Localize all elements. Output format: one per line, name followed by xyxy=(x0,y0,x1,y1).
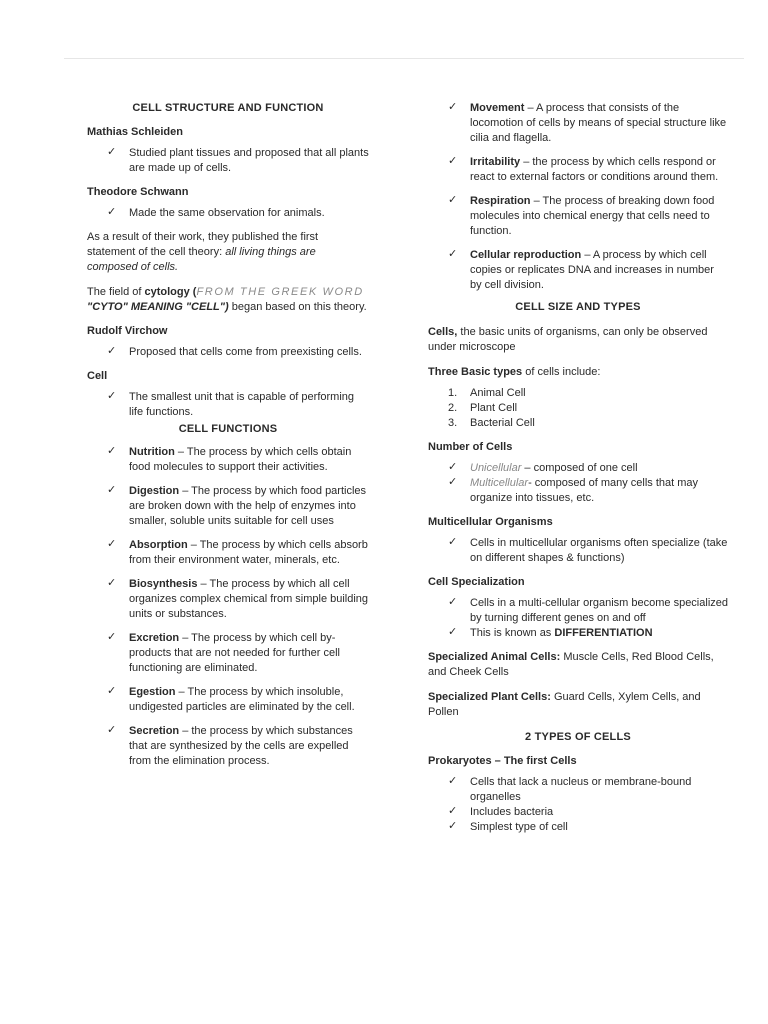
function-item: ✓ Irritability – the process by which cells respond or react to external factors or conditions around them. xyxy=(448,155,719,183)
checkmark-icon: ✓ xyxy=(448,820,458,832)
checkmark-icon: ✓ xyxy=(107,685,117,697)
specialized-plant-cells: Specialized Plant Cells: Guard Cells, Xylem Cells, and Pollen xyxy=(428,691,701,718)
checkmark-icon: ✓ xyxy=(107,631,117,643)
multicellular-organisms-list xyxy=(428,536,728,566)
number-of-cells-heading: Number of Cells xyxy=(428,441,513,453)
cell-functions-continued xyxy=(428,101,728,293)
left-column xyxy=(87,101,369,778)
checkmark-icon: ✓ xyxy=(448,536,458,548)
checkmark-icon: ✓ xyxy=(448,194,458,206)
checkmark-icon: ✓ xyxy=(448,101,458,113)
cell-specialization-heading: Cell Specialization xyxy=(428,576,525,588)
function-item: ✓ Digestion – The process by which food particles are broken down with the help of enzymes into smaller, soluble units suitable for cell uses xyxy=(107,484,367,527)
schwann-heading: Theodore Schwann xyxy=(87,186,189,198)
function-item: ✓ Respiration – The process of breaking down food molecules into chemical energy that cells need to function. xyxy=(448,194,715,237)
checkmark-icon: ✓ xyxy=(448,596,458,608)
checkmark-icon: ✓ xyxy=(107,390,117,402)
virchow-heading: Rudolf Virchow xyxy=(87,325,168,337)
doc-title: CELL STRUCTURE AND FUNCTION xyxy=(132,102,324,114)
two-types-title: 2 TYPES OF CELLS xyxy=(525,731,631,743)
cell-heading: Cell xyxy=(87,370,108,382)
checkmark-icon: ✓ xyxy=(448,248,458,260)
function-item: ✓ Movement – A process that consists of the locomotion of cells by means of special structure like cilia and flagella. xyxy=(448,101,727,144)
function-item: ✓ Cellular reproduction – A process by which cell copies or replicates DNA and increases in number by cell division. xyxy=(448,248,714,291)
number-of-cells-list xyxy=(428,461,728,506)
schwann-list xyxy=(87,206,369,221)
checkmark-icon: ✓ xyxy=(107,206,117,218)
function-item: ✓ Absorption – The process by which cells absorb from their environment water, minerals, etc. xyxy=(107,538,368,566)
multicellular-organisms-heading: Multicellular Organisms xyxy=(428,516,553,528)
checkmark-icon: ✓ xyxy=(448,461,458,473)
specialized-animal-cells: Specialized Animal Cells: Muscle Cells, Red Blood Cells, and Cheek Cells xyxy=(428,651,714,678)
list-item: ✓ Cells in a multi-cellular organism become specialized by turning different genes on and off xyxy=(448,596,728,624)
checkmark-icon: ✓ xyxy=(448,805,458,817)
checkmark-icon: ✓ xyxy=(107,484,117,496)
prokaryotes-list xyxy=(428,775,728,835)
list-item: 2. Plant Cell xyxy=(448,402,518,414)
list-item: ✓ Made the same observation for animals. xyxy=(107,206,325,219)
list-item: ✓ Cells that lack a nucleus or membrane-bound organelles xyxy=(448,775,692,803)
cell-functions-title: CELL FUNCTIONS xyxy=(178,423,278,435)
basic-types-paragraph: Three Basic types of cells include: xyxy=(428,366,601,378)
checkmark-icon: ✓ xyxy=(448,626,458,638)
list-item: ✓ Includes bacteria xyxy=(448,805,554,818)
cells-paragraph: Cells, the basic units of organisms, can only be observed under microscope xyxy=(428,326,708,353)
list-item: 1. Animal Cell xyxy=(448,387,526,399)
cell-theory-paragraph: As a result of their work, they published the first statement of the cell theory: all living things are composed of cells. xyxy=(87,231,319,273)
right-column xyxy=(428,101,728,835)
cell-types-list xyxy=(428,386,728,431)
checkmark-icon: ✓ xyxy=(107,345,117,357)
list-item: ✓ Simplest type of cell xyxy=(448,820,568,833)
prokaryotes-heading: Prokaryotes – The first Cells xyxy=(428,755,577,767)
checkmark-icon: ✓ xyxy=(107,577,117,589)
function-item: ✓ Secretion – the process by which substances that are synthesized by the cells are expelled from the elimination process. xyxy=(107,724,353,767)
checkmark-icon: ✓ xyxy=(448,476,458,488)
cytology-paragraph: The field of cytology (FROM THE GREEK WORD "CYTO" MEANING "CELL") began based on this theory. xyxy=(87,286,367,313)
cell-list xyxy=(87,390,369,420)
cell-functions-list xyxy=(87,445,369,769)
list-item: ✓ Cells in multicellular organisms often specialize (take on different shapes & functions) xyxy=(448,536,728,564)
schleiden-heading: Mathias Schleiden xyxy=(87,126,183,138)
list-item: ✓ This is known as DIFFERENTIATION xyxy=(448,626,653,639)
list-item: ✓ The smallest unit that is capable of performing life functions. xyxy=(107,390,355,418)
document-page xyxy=(64,58,744,959)
function-item: ✓ Egestion – The process by which insoluble, undigested particles are eliminated by the cell. xyxy=(107,685,355,713)
list-item: 3. Bacterial Cell xyxy=(448,417,535,429)
checkmark-icon: ✓ xyxy=(107,445,117,457)
list-item: ✓ Unicellular – composed of one cell xyxy=(448,461,638,474)
function-item: ✓ Biosynthesis – The process by which all cell organizes complex chemical from simple building units or substances. xyxy=(107,577,369,620)
list-item: ✓ Proposed that cells come from preexisting cells. xyxy=(107,345,362,358)
list-item: ✓ Studied plant tissues and proposed that all plants are made up of cells. xyxy=(107,146,369,174)
function-item: ✓ Nutrition – The process by which cells obtain food molecules to support their activities. xyxy=(107,445,352,473)
cell-size-types-title: CELL SIZE AND TYPES xyxy=(515,301,641,313)
checkmark-icon: ✓ xyxy=(448,155,458,167)
list-item: ✓ Multicellular- composed of many cells that may organize into tissues, etc. xyxy=(448,476,699,504)
checkmark-icon: ✓ xyxy=(107,724,117,736)
virchow-list xyxy=(87,345,369,360)
schleiden-list xyxy=(87,146,369,176)
checkmark-icon: ✓ xyxy=(107,146,117,158)
checkmark-icon: ✓ xyxy=(107,538,117,550)
checkmark-icon: ✓ xyxy=(448,775,458,787)
cell-specialization-list xyxy=(428,596,728,641)
function-item: ✓ Excretion – The process by which cell by-products that are not needed for further cell functioning are eliminated. xyxy=(107,631,340,674)
